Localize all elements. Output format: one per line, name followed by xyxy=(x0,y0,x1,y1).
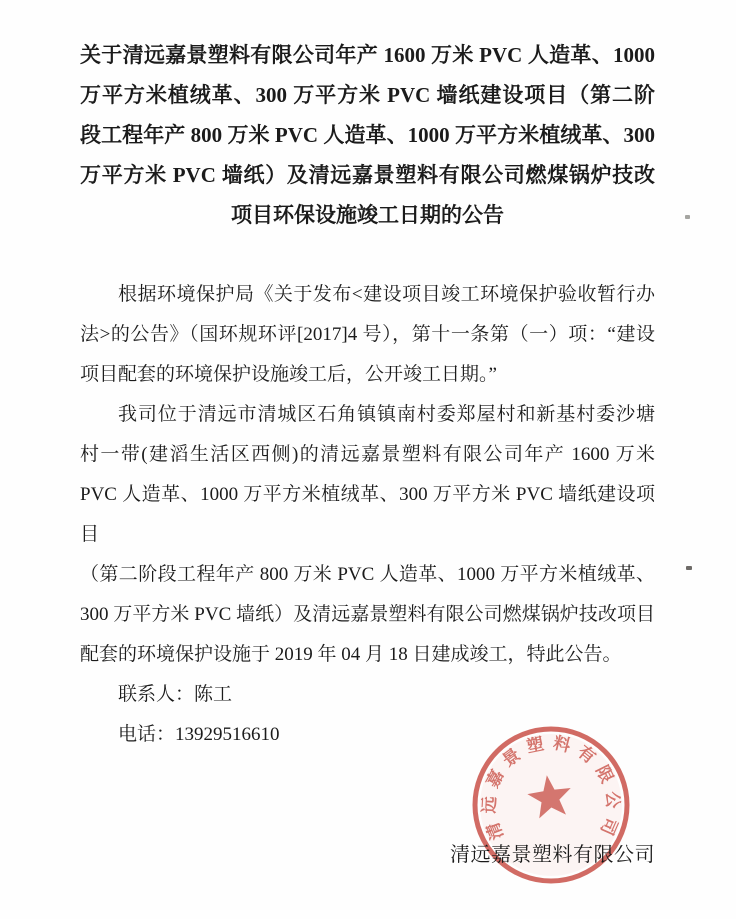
para2-line-3: PVC 人造革、1000 万平方米植绒革、300 万平方米 PVC 墙纸建设项目 xyxy=(80,484,655,545)
para2-line-5: 300 万平方米 PVC 墙纸）及清远嘉景塑料有限公司燃煤锅炉技改项目 xyxy=(80,604,655,625)
contact-phone-number: 13929516610 xyxy=(175,724,280,745)
title-line-3: 段工程年产 800 万米 PVC 人造革、1000 万平方米植绒革、300 xyxy=(80,123,655,147)
scan-speck xyxy=(686,566,692,570)
contact-phone-line xyxy=(80,715,655,755)
para2-line-2: 村一带(建滔生活区西侧)的清远嘉景塑料有限公司年产 1600 万米 xyxy=(80,444,655,465)
company-signature: 清远嘉景塑料有限公司 xyxy=(450,844,655,866)
para1-line-1: 根据环境保护局《关于发布<建设项目竣工环境保护验收暂行办 xyxy=(118,284,655,305)
document-title xyxy=(80,35,655,235)
paragraph-legal-basis xyxy=(80,275,655,395)
title-line-1: 关于清远嘉景塑料有限公司年产 1600 万米 PVC 人造革、1000 xyxy=(80,43,655,67)
contact-block xyxy=(80,675,655,755)
para1-line-2: 法>的公告》（国环规环评[2017]4 号），第十一条第（一）项：“建设 xyxy=(80,324,655,345)
contact-person-label: 联系人： xyxy=(118,684,195,705)
title-line-2: 万平方米植绒革、300 万平方米 PVC 墙纸建设项目（第二阶 xyxy=(80,83,655,107)
title-line-4: 万平方米 PVC 墙纸）及清远嘉景塑料有限公司燃煤锅炉技改 xyxy=(80,163,655,187)
para2-line-6: 配套的环境保护设施于 2019 年 04 月 18 日建成竣工，特此公告。 xyxy=(80,644,622,665)
para2-line-1: 我司位于清远市清城区石角镇镇南村委郑屋村和新基村委沙塘 xyxy=(118,404,655,425)
para2-line-4: （第二阶段工程年产 800 万米 PVC 人造革、1000 万平方米植绒革、 xyxy=(80,564,655,585)
scan-speck xyxy=(685,215,690,219)
contact-person-line xyxy=(80,675,655,715)
contact-phone-label: 电话： xyxy=(118,724,176,745)
contact-person-name: 陈工 xyxy=(194,684,233,705)
title-line-5: 项目环保设施竣工日期的公告 xyxy=(231,203,504,227)
para1-line-3: 项目配套的环境保护设施竣工后，公开竣工日期。” xyxy=(80,364,497,385)
title-body-gap xyxy=(80,235,655,275)
seal-ring-text: 清远嘉景塑料有限公司 xyxy=(479,733,623,845)
paragraph-completion-notice xyxy=(80,395,655,675)
